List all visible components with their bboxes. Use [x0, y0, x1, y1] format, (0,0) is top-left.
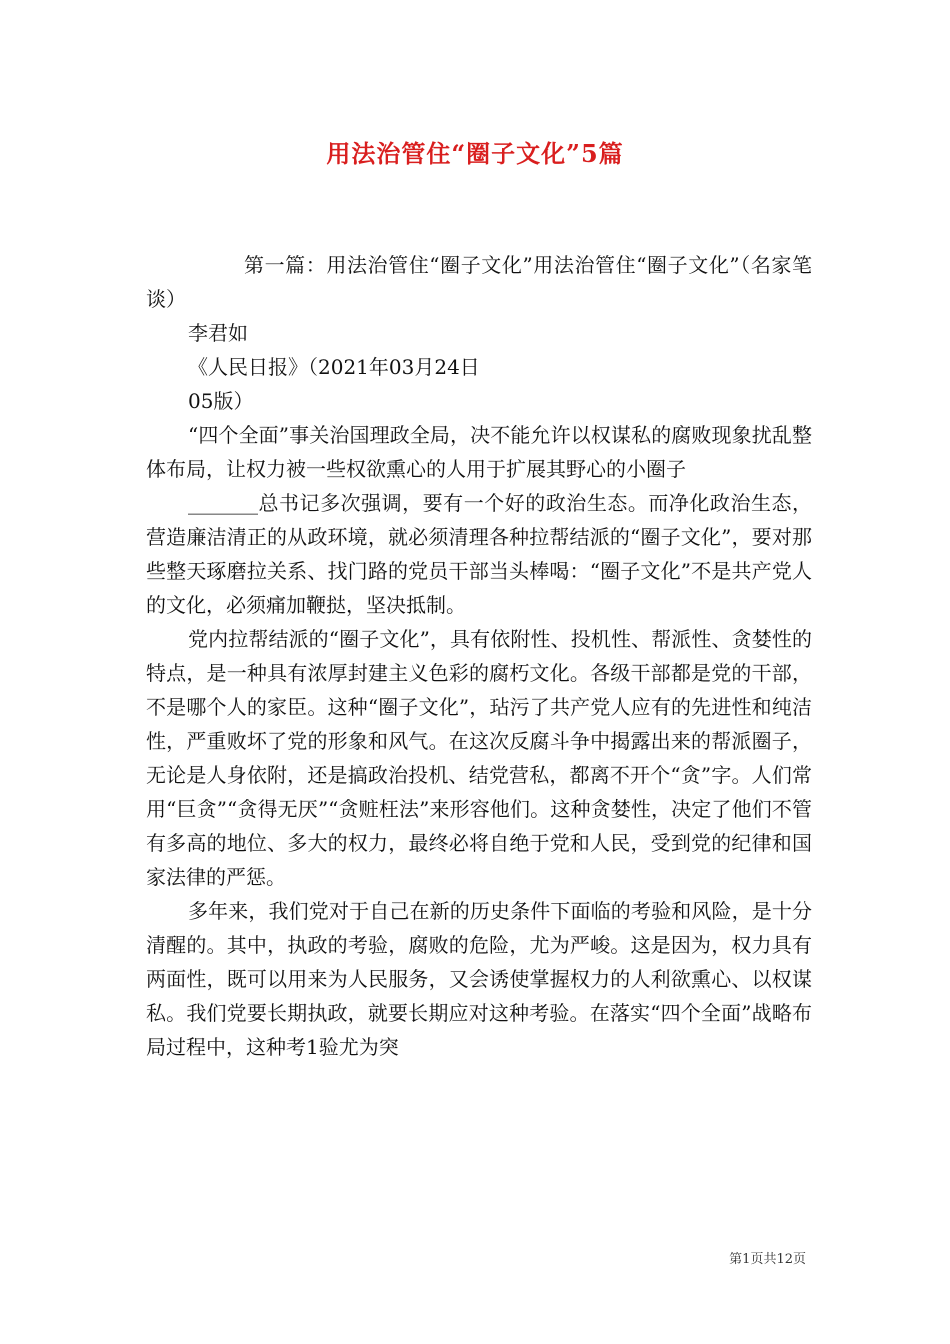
source-line-1: 《人民日报》（2021年03月24日: [188, 355, 480, 379]
document-title: 用法治管住“圈子文化”5篇: [326, 139, 624, 168]
paragraph: 党内拉帮结派的“圈子文化”，具有依附性、投机性、帮派性、贪婪性的特点，是一种具有浓厚封建主义色彩的腐朽文化。各级干部都是党的干部，不是哪个人的家臣。这种“圈子文化”，玷污了共产党人应有的先进性和纯洁性，严重败坏了党的形象和风气。在这次反腐斗争中揭露出来的帮派圈子，无论是人身依附，还是搞政治投机、结党营私，都离不开个“贪”字。人们常用“巨贪”“贪得无厌”“贪赃枉法”来形容他们。这种贪婪性，决定了他们不管有多高的地位、多大的权力，最终必将自绝于党和人民，受到党的纪律和国家法律的严惩。: [146, 627, 812, 889]
intro-line: 第一篇：用法治管住“圈子文化”用法治管住“圈子文化”（名家笔谈）: [146, 253, 812, 311]
author-line: 李君如: [188, 321, 248, 345]
paragraph: _______总书记多次强调，要有一个好的政治生态。而净化政治生态，营造廉洁清正的从政环境，就必须清理各种拉帮结派的“圈子文化”，要对那些整天琢磨拉关系、找门路的党员干部当头棒喝：“圈子文化”不是共产党人的文化，必须痛加鞭挞，坚决抵制。: [146, 491, 812, 617]
source-line-2: 05版）: [188, 389, 254, 413]
document-body: [146, 248, 812, 1064]
paragraph: “四个全面”事关治国理政全局，决不能允许以权谋私的腐败现象扰乱整体布局，让权力被一些权欲熏心的人用于扩展其野心的小圈子: [146, 423, 812, 481]
page-footer: 第1页共12页: [729, 1252, 806, 1267]
paragraph: 多年来，我们党对于自己在新的历史条件下面临的考验和风险，是十分清醒的。其中，执政的考验，腐败的危险，尤为严峻。这是因为，权力具有两面性，既可以用来为人民服务，又会诱使掌握权力的人利欲熏心、以权谋私。我们党要长期执政，就要长期应对这种考验。在落实“四个全面”战略布局过程中，这种考1验尤为突: [146, 899, 812, 1059]
